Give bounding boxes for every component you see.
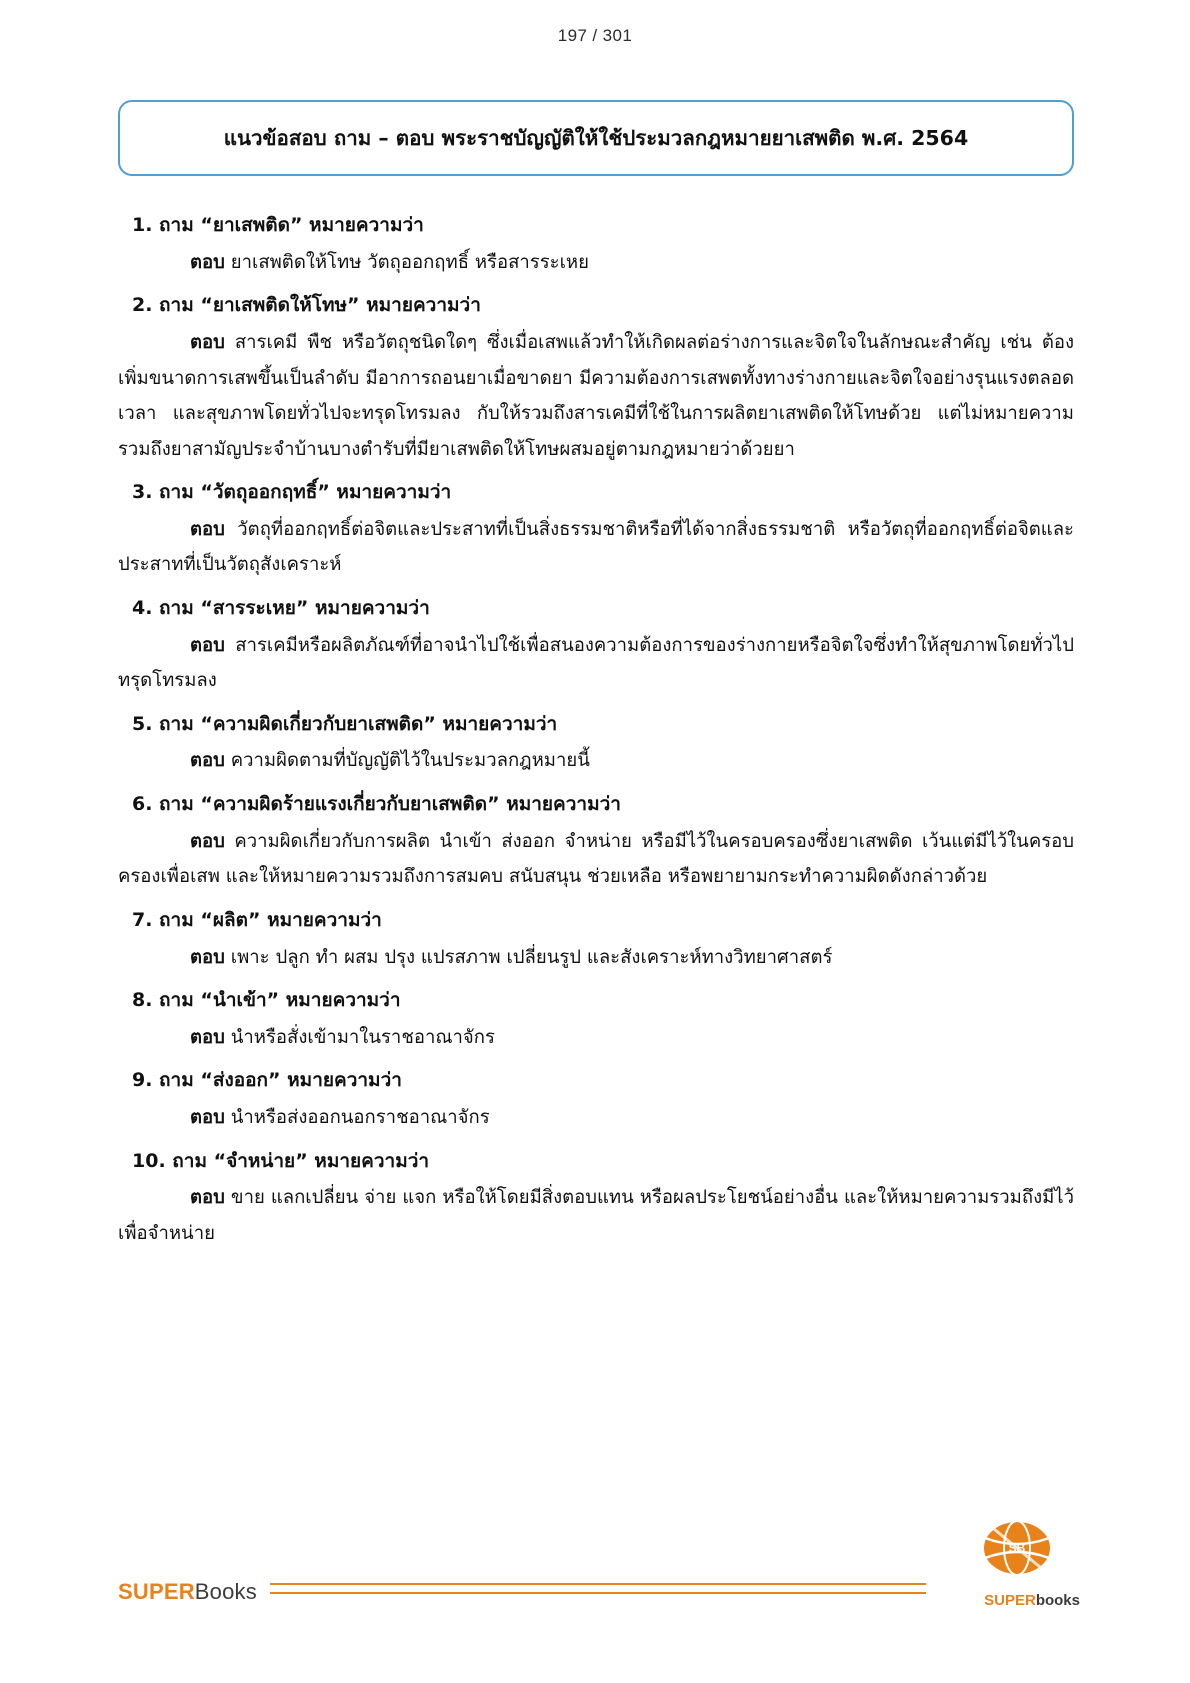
answer-body: ความผิดเกี่ยวกับการผลิต นำเข้า ส่งออก จำหน่าย หรือมีไว้ในครอบครองซึ่งยาเสพติด เว้นแต่มีไว้ในครอบครองเพื่อเสพ และให้หมายความรวมถึงการสมคบ สนับสนุน ช่วยเหลือ หรือพยายามกระทำความผิดดังกล่าวด้วย [118,830,1074,888]
question-text: 5. ถาม “ความผิดเกี่ยวกับยาเสพติด” หมายความว่า [132,712,558,735]
answer-label: ตอบ [190,1187,225,1209]
answer-body: สารเคมี พืช หรือวัตถุชนิดใดๆ ซึ่งเมื่อเสพแล้วทำให้เกิดผลต่อร่างการและจิตใจในลักษณะสำคัญ เช่น ต้องเพิ่มขนาดการเสพขึ้นเป็นลำดับ มีอาการถอนยาเมื่อขาดยา มีความต้องการเสพตทั้งทางร่างกายและจิตใจอย่างรุนแรงตลอดเวลา และสุขภาพโดยทั่วไปจะทรุดโทรมลง กับให้รวมถึงสารเคมีที่ใช้ในการผลิตยาเสพติดให้โทษด้วย แต่ไม่หมายความรวมถึงยาสามัญประจำบ้านบางตำรับที่มียาเสพติดให้โทษผสมอยู่ตามกฎหมายว่าด้วยยา [118,332,1074,460]
qa-item [118,1146,1074,1252]
question-text: 8. ถาม “นำเข้า” หมายความว่า [132,989,401,1012]
page-footer [118,1541,1080,1611]
answer-body: นำหรือสั่งเข้ามาในราชอาณาจักร [230,1026,495,1048]
qa-item [118,905,1074,975]
question-text: 7. ถาม “ผลิต” หมายความว่า [132,908,382,931]
question-text: 1. ถาม “ยาเสพติด” หมายความว่า [132,214,424,236]
answer-label: ตอบ [190,332,225,354]
answer-text [118,743,1074,779]
answer-text [118,245,1074,281]
footer-divider [270,1583,926,1594]
footer-brand-books: Books [194,1579,257,1604]
answer-label: ตอบ [190,1107,225,1129]
answer-label: ตอบ [190,830,225,852]
page-title: แนวข้อสอบ ถาม – ตอบ พระราชบัญญัติให้ใช้ประมวลกฎหมายยาเสพติด พ.ศ. 2564 [223,125,969,150]
qa-item [118,985,1074,1055]
question-text: 3. ถาม “วัตถุออกฤทธิ์” หมายความว่า [132,481,452,504]
question-text: 10. ถาม “จำหน่าย” หมายความว่า [132,1149,430,1172]
answer-text [118,628,1074,699]
answer-label: ตอบ [190,251,225,273]
answer-label: ตอบ [190,1026,225,1048]
answer-text [118,940,1074,976]
page-indicator: 197 / 301 [557,26,633,45]
answer-body: นำหรือส่งออกนอกราชอาณาจักร [230,1107,490,1129]
question-text: 6. ถาม “ความผิดร้ายแรงเกี่ยวกับยาเสพติด” หมายความว่า [132,792,621,815]
page-content [118,100,1074,1261]
footer-logo-super: SUPER [984,1592,1036,1609]
qa-item [118,593,1074,699]
footer-logo-wordmark [984,1592,1080,1609]
qa-item [118,290,1074,467]
answer-label: ตอบ [190,750,225,772]
answer-body: ยาเสพติดให้โทษ วัตถุออกฤทธิ์ หรือสารระเหย [230,251,589,273]
document-title-box [118,100,1074,176]
answer-body: สารเคมีหรือผลิตภัณฑ์ที่อาจนำไปใช้เพื่อสนองความต้องการของร่างกายหรือจิตใจซึ่งทำให้สุขภาพโดยทั่วไปทรุดโทรมลง [118,634,1074,692]
question-text: 9. ถาม “ส่งออก” หมายความว่า [132,1069,402,1092]
footer-logo [930,1517,1080,1613]
qa-list [118,210,1074,1251]
answer-body: เพาะ ปลูก ทำ ผสม ปรุง แปรสภาพ เปลี่ยนรูป และสังเคราะห์ทางวิทยาศาสตร์ [230,946,833,968]
answer-body: ขาย แลกเปลี่ยน จ่าย แจก หรือให้โดยมีสิ่งตอบแทน หรือผลประโยชน์อย่างอื่น และให้หมายความรวมถึงมีไว้เพื่อจำหน่าย [118,1187,1074,1244]
answer-body: วัตถุที่ออกฤทธิ์ต่อจิตและประสาทที่เป็นสิ่งธรรมชาติหรือที่ได้จากสิ่งธรรมชาติ หรือวัตถุที่ออกฤทธิ์ต่อจิตและประสาทที่เป็นวัตถุสังเคราะห์ [118,518,1074,576]
answer-text [118,325,1074,467]
qa-item [118,210,1074,280]
qa-item [118,1065,1074,1135]
answer-text [118,512,1074,583]
svg-text:SB: SB [1008,1541,1026,1555]
superbooks-logo-icon [980,1517,1054,1579]
answer-text [118,1180,1074,1251]
footer-brand [118,1579,257,1605]
answer-body: ความผิดตามที่บัญญัติไว้ในประมวลกฎหมายนี้ [230,750,590,772]
footer-logo-books: books [1035,1592,1080,1609]
answer-text [118,1100,1074,1136]
footer-brand-super: SUPER [118,1579,195,1604]
answer-text [118,1020,1074,1056]
question-text: 2. ถาม “ยาเสพติดให้โทษ” หมายความว่า [132,294,481,317]
qa-item [118,789,1074,895]
question-text: 4. ถาม “สารระเหย” หมายความว่า [132,596,430,619]
answer-label: ตอบ [190,946,225,968]
qa-item [118,477,1074,583]
answer-label: ตอบ [190,518,225,540]
answer-label: ตอบ [190,634,225,656]
qa-item [118,709,1074,779]
answer-text [118,824,1074,895]
